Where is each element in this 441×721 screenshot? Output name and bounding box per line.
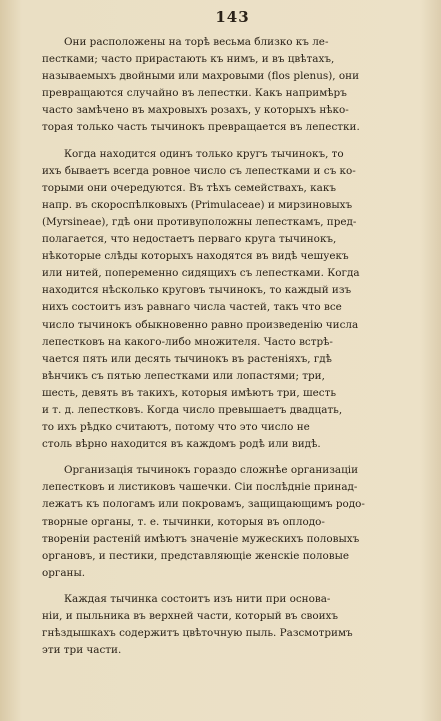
text-line: шесть, девять въ такихъ, которыя имѣютъ три, шесть [42, 386, 336, 399]
text-line: превращаются случайно въ лепестки. Какъ напримѣръ [42, 87, 347, 100]
text-line: (Myrsineae), гдѣ они противуположны лепесткамъ, пред- [42, 215, 357, 228]
text-line: находится нѣсколько круговъ тычинокъ, то каждый изъ [42, 284, 352, 297]
text-line: ихъ бываетъ всегда ровное число съ лепестками и съ ко- [42, 164, 356, 177]
text-line: столь вѣрно находится въ каждомъ родѣ или видѣ. [42, 438, 321, 451]
text-line: гнѣздышкахъ содержитъ цвѣточную пыль. Разсмотримъ [42, 627, 353, 640]
text-line: часто замѣчено въ махровыхъ розахъ, у которыхъ нѣко- [42, 104, 349, 117]
paragraph [42, 34, 423, 137]
text-line: нихъ состоитъ изъ равнаго числа частей, такъ что все [42, 301, 342, 314]
paragraph [42, 146, 423, 454]
paragraph [42, 462, 423, 582]
text-line: вѣнчикъ съ пятью лепестками или лопастями; три, [42, 369, 325, 382]
text-line: торыми они очередуются. Въ тѣхъ семействахъ, какъ [42, 181, 336, 194]
text-line: лепестковъ на какого-либо множителя. Часто встрѣ- [42, 335, 333, 348]
text-line: Когда находится одинъ только кругъ тычинокъ, то [64, 147, 344, 160]
text-line: твореніи растеній имѣютъ значеніе мужескихъ половыхъ [42, 532, 360, 545]
text-line: лепестковъ и листиковъ чашечки. Сіи послѣдніе принад- [42, 481, 358, 494]
text-line: число тычинокъ обыкновенно равно произведенію числа [42, 318, 359, 331]
text-line: то ихъ рѣдко считаютъ, потому что это число не [42, 421, 310, 434]
text-line: или нитей, попеременно сидящихъ съ лепестками. Когда [42, 267, 360, 280]
paragraph [42, 591, 423, 659]
text-line: органы. [42, 566, 86, 579]
text-line: пестками; часто прирастають къ нимъ, и въ цвѣтахъ, [42, 53, 335, 66]
text-line: лежатъ къ пологамъ или покровамъ, защищающимъ родо- [42, 498, 365, 511]
page-text [42, 34, 423, 659]
text-line: нѣкоторые слѣды которыхъ находятся въ видѣ чешуекъ [42, 250, 349, 263]
text-line: творные органы, т. е. тычинки, которыя въ оплодо- [42, 515, 325, 528]
text-line: и т. д. лепестковъ. Когда число превышаетъ двадцать, [42, 403, 343, 416]
text-line: называемыхъ двойными или махровыми (flos plenus), они [42, 70, 360, 83]
text-line: полагается, что недостаетъ перваго круга тычинокъ, [42, 233, 337, 246]
text-line: органовъ, и пестики, представляющіе женскіе половые [42, 549, 350, 562]
text-line: напр. въ скороспѣлковыхъ (Primulaceae) и мирзиновыхъ [42, 198, 353, 211]
text-line: Они расположены на торѣ весьма близко къ ле- [64, 36, 329, 48]
text-line: эти три части. [42, 644, 122, 657]
text-line: чается пять или десять тычинокъ въ растеніяхъ, гдѣ [42, 352, 332, 365]
text-line: Организація тычинокъ гораздо сложнѣе организаціи [64, 464, 359, 477]
page-number: 143 [215, 8, 250, 26]
text-line: Каждая тычинка состоитъ изъ нити при основа- [64, 592, 331, 605]
text-line: торая только часть тычинокъ превращается въ лепестки. [42, 121, 360, 134]
text-line: ніи, и пыльника въ верхней части, который въ своихъ [42, 610, 339, 622]
